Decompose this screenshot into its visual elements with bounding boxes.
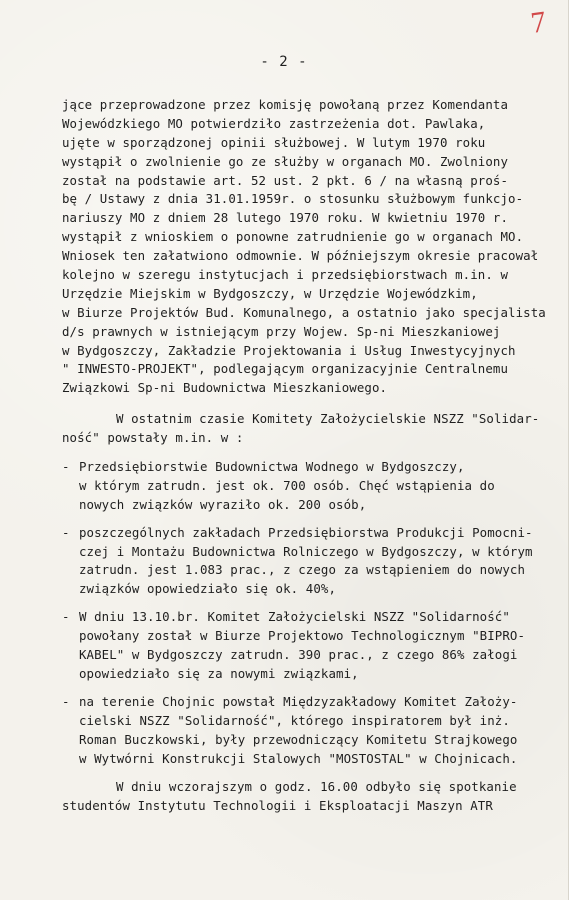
bullet-item-1-line-3: nowych związków wyraziło ok. 200 osób, [79,496,367,512]
paragraph-1-line-1: jące przeprowadzone przez komisję powołaną przez Komendanta [62,97,509,112]
paragraph-1-line-8: wystąpił z wnioskiem o ponowne zatrudnienie go w organach MO. [62,229,524,245]
paragraph-1-line-2: Wojewódzkiego MO potwierdziło zastrzeżenia dot. Pawlaka, [62,115,486,131]
page-corner-mark: 7 [528,5,549,40]
paragraph-1 [62,96,562,398]
bullet-item-1-line-1: - Przedsiębiorstwie Budownictwa Wodnego w Bydgoszczy, [62,458,562,477]
bullet-item-3-line-3: KABEL" w Bydgoszczy zatrudn. 390 prac., z czego 86% załogi [79,647,518,663]
paragraph-1-line-6: bę / Ustawy z dnia 31.01.1959r. o stosunku służbowym funkcjo- [62,191,524,207]
paragraph-1-line-14: w Bydgoszczy, Zakładzie Projektowania i Usług Inwestycyjnych [62,342,516,358]
paragraph-1-line-12: w Biurze Projektów Bud. Komunalnego, a ostatnio jako specjalista [62,304,546,320]
paragraph-3-line-1: W dniu wczorajszym o godz. 16.00 odbyło się spotkanie [116,779,517,795]
bullet-item-4-line-1: - na terenie Chojnic powstał Międzyzakładowy Komitet Założy- [62,693,562,712]
bullet-item-3-line-4: opowiedziało się za nowymi związkami, [79,665,359,681]
paragraph-1-line-15: " INWESTO-PROJEKT", podlegającym organizacyjnie Centralnemu [62,361,509,377]
bullet-item-2-line-2: czej i Montażu Budownictwa Rolniczego w Bydgoszczy, w którym [79,543,533,559]
bullet-item-1-line-2: w którym zatrudn. jest ok. 700 osób. Chęć wstąpienia do [79,477,495,493]
page-number: - 2 - [260,54,308,70]
bullet-item-3-line-2: powołany został w Biurze Projektowo Technologicznym "BIPRO- [79,628,526,644]
bullet-item-4 [62,693,562,769]
bullet-item-2 [62,524,562,600]
paragraph-2-line-1: W ostatnim czasie Komitety Założycielskie NSZZ "Solidar- [116,411,540,427]
paragraph-3-line-2: studentów Instytutu Technologii i Eksploatacji Maszyn ATR [62,798,493,814]
bullet-item-2-line-4: związków opowiedziało się ok. 40%, [79,581,337,597]
bullet-item-2-line-1: - poszczególnych zakładach Przedsiębiorstwa Produkcji Pomocni- [62,524,562,543]
bullet-item-4-line-2: cielski NSZZ "Solidarność", którego inspiratorem był inż. [79,712,510,728]
document-body [62,96,562,816]
paragraph-1-line-9: Wniosek ten załatwiono odmownie. W późniejszym okresie pracował [62,248,539,264]
paragraph-1-line-13: d/s prawnych w istniejącym przy Wojew. Sp-ni Mieszkaniowej [62,323,501,339]
bullet-list [62,458,562,768]
paragraph-1-line-3: ujęte w sporządzonej opinii służbowej. W lutym 1970 roku [62,134,486,150]
paragraph-1-line-7: nariuszy MO z dniem 28 lutego 1970 roku. W kwietniu 1970 r. [62,210,509,226]
paragraph-2 [62,410,562,448]
bullet-item-4-line-4: w Wytwórni Konstrukcji Stalowych "MOSTOSTAL" w Chojnicach. [79,750,518,766]
paragraph-2-line-2: ność" powstały m.in. w : [62,430,244,446]
bullet-item-3 [62,608,562,684]
paragraph-1-line-4: wystąpił o zwolnienie go ze służby w organach MO. Zwolniony [62,153,509,169]
paragraph-1-line-10: kolejno w szeregu instytucjach i przedsiębiorstwach m.in. w [62,267,509,283]
paragraph-1-line-16: Związkowi Sp-ni Budownictwa Mieszkaniowego. [62,380,388,396]
bullet-item-1 [62,458,562,515]
paragraph-3 [62,778,562,816]
bullet-item-4-line-3: Roman Buczkowski, były przewodniczący Komitetu Strajkowego [79,731,518,747]
bullet-item-3-line-1: - W dniu 13.10.br. Komitet Założycielski NSZZ "Solidarność" [62,608,562,627]
bullet-item-2-line-3: zatrudn. jest 1.083 prac., z czego za wstąpieniem do nowych [79,562,526,578]
paragraph-1-line-5: został na podstawie art. 52 ust. 2 pkt. 6 / na własną proś- [62,172,509,188]
paragraph-1-line-11: Urzędzie Miejskim w Bydgoszczy, w Urzędzie Wojewódzkim, [62,285,478,301]
